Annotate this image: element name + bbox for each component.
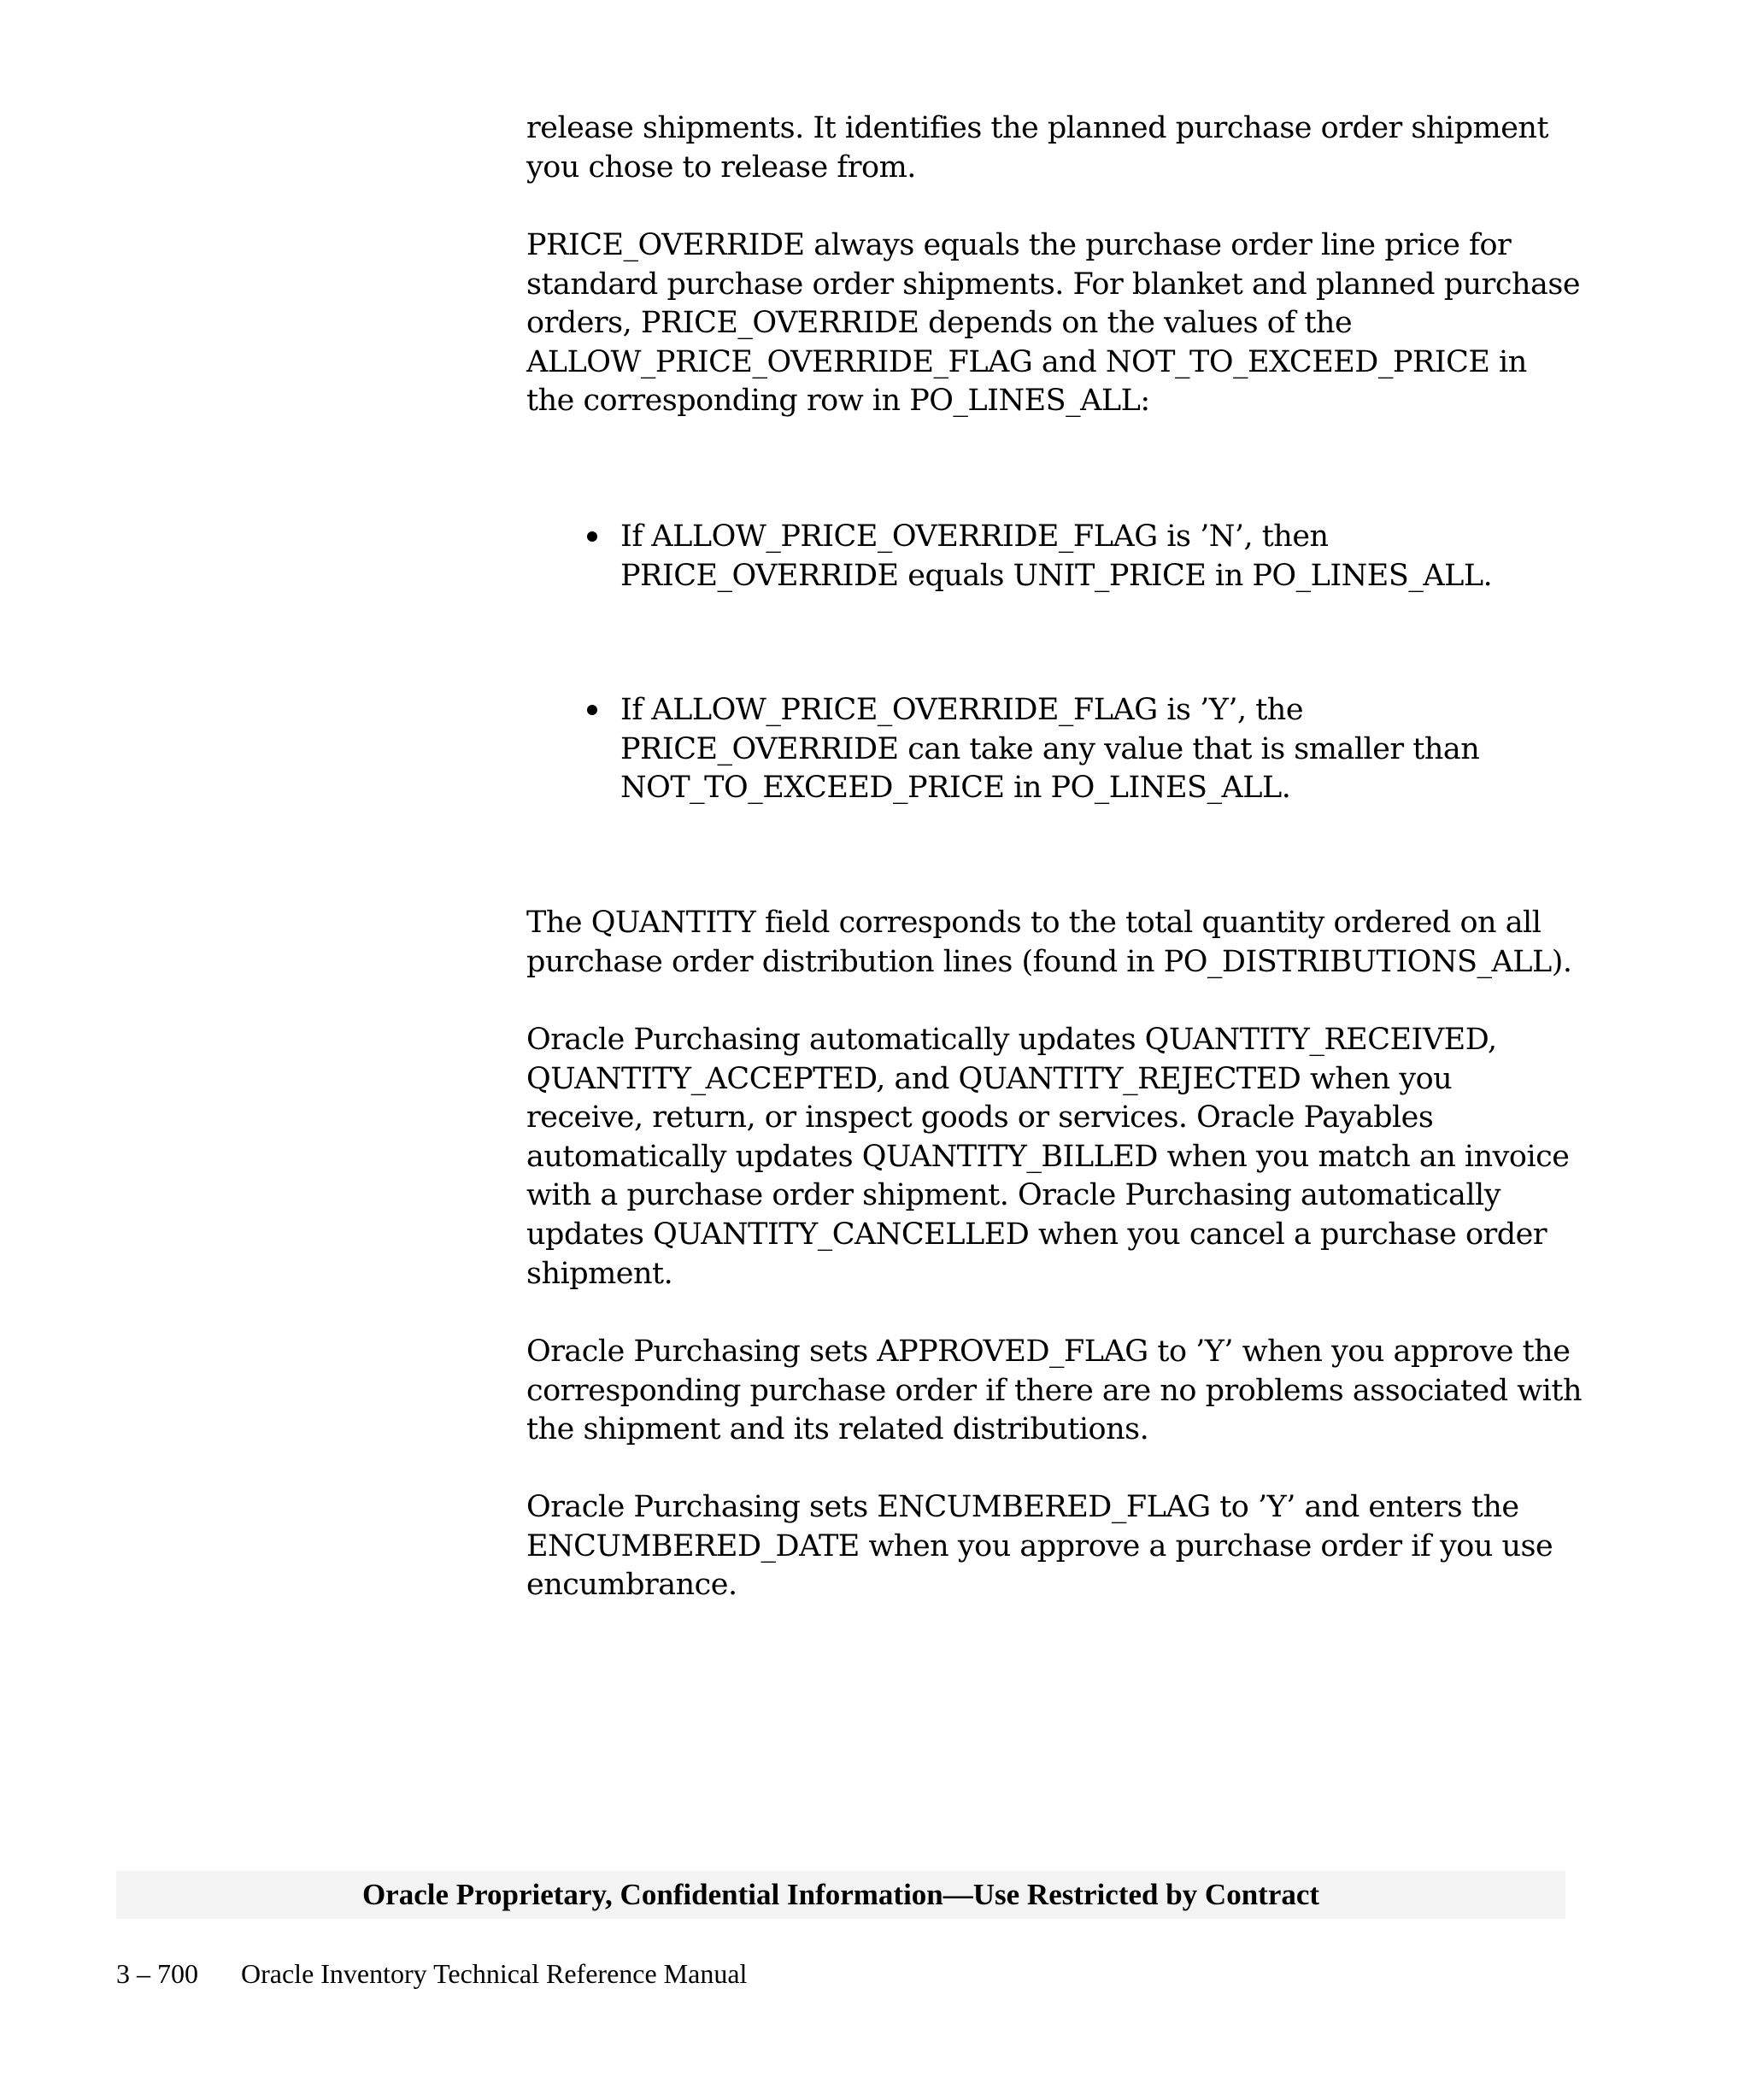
text-line: PRICE_OVERRIDE equals UNIT_PRICE in PO_LINES_ALL. [620,558,1493,593]
text-line: release shipments. It identifies the planned purchase order shipment [526,111,1549,145]
text-line: If ALLOW_PRICE_OVERRIDE_FLAG is ’Y’, the [620,693,1304,727]
text-line: automatically updates QUANTITY_BILLED when you match an invoice [526,1139,1570,1174]
text-line: corresponding purchase order if there are no problems associated with [526,1373,1582,1408]
paragraph-quantity-updates [526,1021,1569,1293]
bullet-item-flag-n [620,518,1560,595]
text-line: encumbrance. [526,1568,737,1603]
text-line: updates QUANTITY_CANCELLED when you cancel a purchase order [526,1217,1547,1252]
text-line: Oracle Purchasing automatically updates QUANTITY_RECEIVED, [526,1023,1497,1057]
text-line: ENCUMBERED_DATE when you approve a purchase order if you use [526,1528,1553,1563]
bullet-item-flag-y [620,691,1560,808]
manual-title: Oracle Inventory Technical Reference Manual [241,1958,748,1989]
text-line: The QUANTITY field corresponds to the total quantity ordered on all [526,906,1542,940]
text-line: orders, PRICE_OVERRIDE depends on the values of the [526,306,1353,341]
text-line: ALLOW_PRICE_OVERRIDE_FLAG and NOT_TO_EXCEED_PRICE in [526,344,1527,379]
confidentiality-notice: Oracle Proprietary, Confidential Information––Use Restricted by Contract [361,1878,1320,1911]
text-line: the corresponding row in PO_LINES_ALL: [526,384,1150,419]
text-line: Oracle Purchasing sets ENCUMBERED_FLAG to ’Y’ and enters the [526,1490,1519,1524]
paragraph-quantity [526,904,1572,982]
text-line: purchase order distribution lines (found in PO_DISTRIBUTIONS_ALL). [526,944,1572,979]
page-number: 3 – 700 [116,1958,198,1989]
text-line: QUANTITY_ACCEPTED, and QUANTITY_REJECTED when you [526,1061,1453,1096]
bullet-icon [587,705,597,715]
text-line: standard purchase order shipments. For blanket and planned purchase [526,267,1581,302]
text-line: PRICE_OVERRIDE always equals the purchase order line price for [526,228,1512,262]
text-line: PRICE_OVERRIDE can take any value that is smaller than [620,731,1480,766]
text-line: If ALLOW_PRICE_OVERRIDE_FLAG is ’N’, then [620,519,1329,554]
text-line: the shipment and its related distributions. [526,1412,1149,1447]
text-line: shipment. [526,1256,673,1291]
text-line: NOT_TO_EXCEED_PRICE in PO_LINES_ALL. [620,771,1291,806]
text-line: Oracle Purchasing sets APPROVED_FLAG to ’Y’ when you approve the [526,1334,1571,1369]
paragraph-release-shipments [526,109,1569,187]
text-line: receive, return, or inspect goods or services. Oracle Payables [526,1100,1434,1135]
text-line: with a purchase order shipment. Oracle Purchasing automatically [526,1178,1500,1213]
paragraph-approved-flag [526,1333,1582,1450]
bullet-icon [587,531,597,542]
text-line: you chose to release from. [526,150,916,185]
paragraph-price-override [526,226,1581,421]
paragraph-encumbered-flag [526,1488,1569,1605]
